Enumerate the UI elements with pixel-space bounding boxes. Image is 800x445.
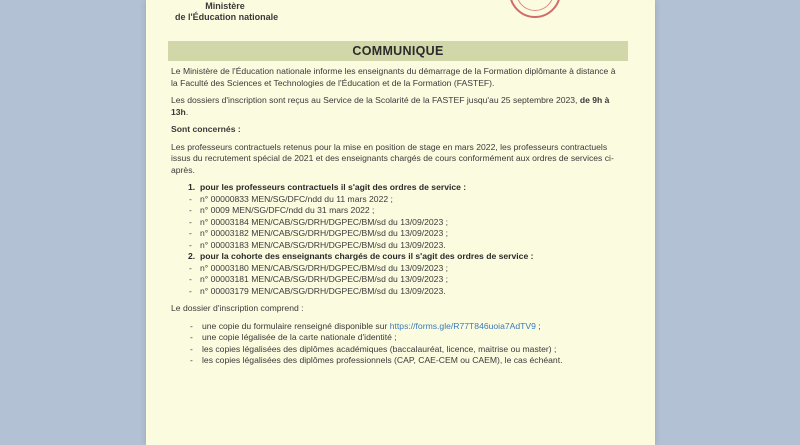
list-item: - n° 00003182 MEN/CAB/SG/DRH/DGPEC/BM/sd du 13/09/2023 ; [171,228,621,240]
intro-paragraph: Le Ministère de l'Éducation nationale informe les enseignants du démarrage de la Formation diplômante à distance à la Faculté des Sciences et Technologies de l'Éducation et de la Formation (FASTEF). [171,66,616,88]
dossiers-text: Les dossiers d'inscription sont reçus au Service de la Scolarité de la FASTEF jusqu'au 25 septembre 2023, [171,95,580,105]
dossier-item1-end: ; [535,320,541,331]
official-stamp [509,0,561,18]
list-item: - les copies légalisées des diplômes académiques (baccalauréat, licence, maitrise ou master) ; [171,344,621,356]
section1-heading [188,182,621,194]
dossier-intro: Le dossier d'inscription comprend : [171,303,304,313]
section2-list [171,263,621,298]
profs-paragraph: Les professeurs contractuels retenus pour la mise en position de stage en mars 2022, les professeurs contractuels issus du recrutement spécial de 2021 et des enseignants chargés de cours conformément aux ordres de services ci-après. [171,141,614,175]
section1-number: 1. [188,182,196,192]
dossiers-paragraph [171,95,621,118]
list-item [171,321,621,333]
ministry-line2: de l'Éducation nationale [175,12,279,22]
ministry-line1: Ministère [205,1,245,11]
dossier-list [171,321,621,367]
dossiers-hours: de 9h à 13h [171,95,610,117]
document-body [171,66,621,367]
list-item: - une copie légalisée de la carte nationale d'identité ; [171,332,621,344]
form-link[interactable]: https://forms.gle/R77T846uoia7AdTV9 [389,320,536,331]
section2-number: 2. [188,251,196,261]
section2-title: pour la cohorte des enseignants chargés de cours il s'agit des ordres de service : [200,251,534,261]
ministry-header [175,1,278,23]
list-item: - n° 00003183 MEN/CAB/SG/DRH/DGPEC/BM/sd du 13/09/2023. [171,240,621,252]
list-item: - n° 00003184 MEN/CAB/SG/DRH/DGPEC/BM/sd du 13/09/2023 ; [171,217,621,229]
list-item: - n° 0009 MEN/SG/DFC/ndd du 31 mars 2022 ; [171,205,621,217]
list-item: - n° 00003179 MEN/CAB/SG/DRH/DGPEC/BM/sd du 13/09/2023. [171,286,621,298]
dossier-item1-text: une copie du formulaire renseigné disponible sur [202,320,390,331]
document-page [146,0,655,445]
section2-heading [188,251,621,263]
dossiers-end: . [185,106,189,117]
section1-title: pour les professeurs contractuels il s'agit des ordres de service : [200,182,467,192]
communique-title: COMMUNIQUE [168,41,628,61]
list-item: - n° 00000833 MEN/SG/DFC/ndd du 11 mars 2022 ; [171,194,621,206]
list-item: - n° 00003180 MEN/CAB/SG/DRH/DGPEC/BM/sd du 13/09/2023 ; [171,263,621,275]
list-item: - les copies légalisées des diplômes professionnels (CAP, CAE-CEM ou CAEM), le cas échéant. [171,355,621,367]
section1-list [171,194,621,252]
concernes-heading: Sont concernés : [171,124,241,134]
list-item: - n° 00003181 MEN/CAB/SG/DRH/DGPEC/BM/sd du 13/09/2023 ; [171,274,621,286]
